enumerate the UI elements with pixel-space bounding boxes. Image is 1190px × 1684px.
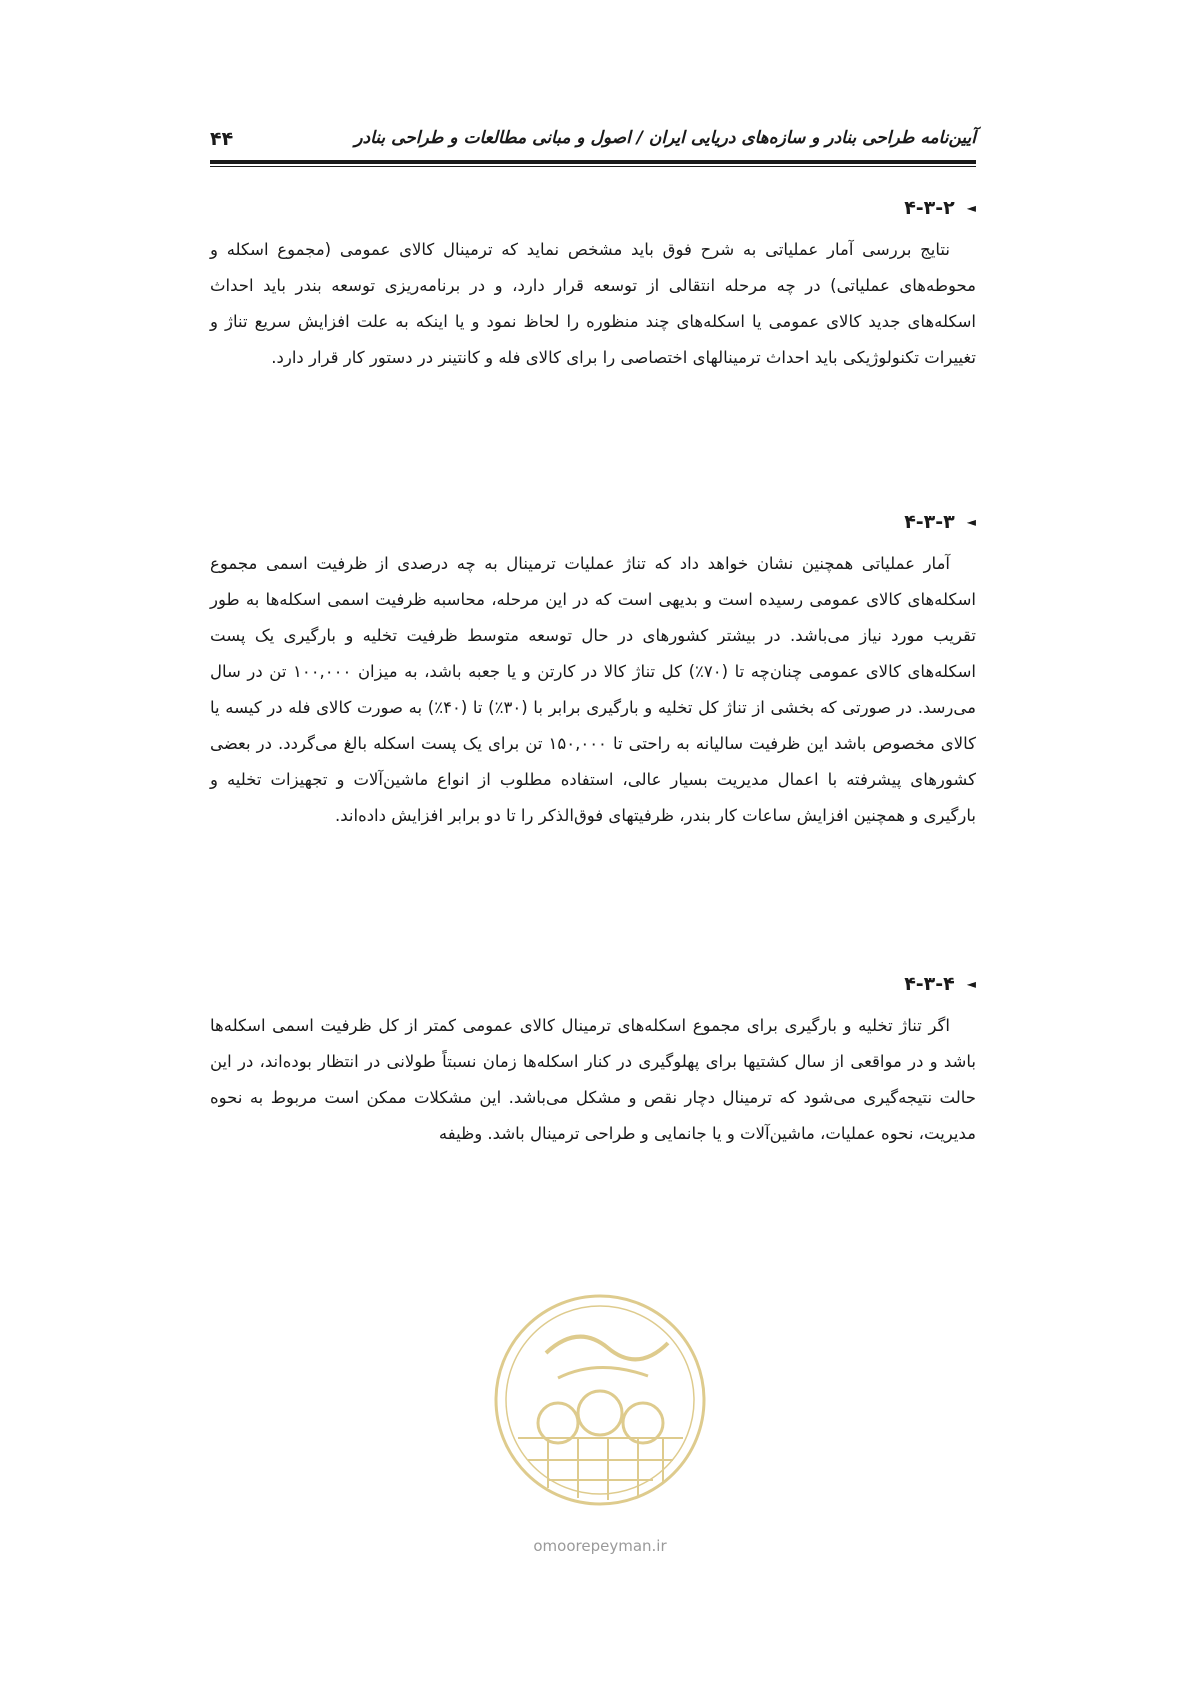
header-rule-thick <box>210 160 976 164</box>
section-heading <box>210 964 976 1004</box>
section-number: ۴-۳-۳ <box>904 511 955 533</box>
header-rule-thin <box>210 166 976 167</box>
page-number: ۴۴ <box>210 128 234 150</box>
section-heading <box>210 502 976 542</box>
running-header <box>210 128 976 154</box>
section-paragraph: نتایج بررسی آمار عملیاتی به شرح فوق باید مشخص نماید که ترمینال کالای عمومی (مجموع اسکله و محوطه‌های عملیاتی) در چه مرحله انتقالی از توسعه قرار دارد، و در برنامه‌ریزی توسعه بندر باید احداث اسکله‌های جدید کالای عمومی یا اسکله‌های چند منظوره را لحاظ نمود و یا اینکه به علت افزایش سریع تناژ و تغییرات تکنولوژیکی باید احداث ترمینالهای اختصاصی را برای کالای فله و کانتینر در دستور کار قرار دارد. <box>210 240 976 367</box>
watermark-logo <box>488 1288 713 1518</box>
section-4-3-3 <box>210 502 976 834</box>
section-number: ۴-۳-۲ <box>904 197 955 219</box>
section-number: ۴-۳-۴ <box>904 973 955 995</box>
triangle-bullet-icon: ◄ <box>966 515 976 529</box>
header-title: آیین‌نامه طراحی بنادر و سازه‌های دریایی ایران / اصول و مبانی مطالعات و طراحی بنادر <box>354 128 976 148</box>
section-4-3-4 <box>210 964 976 1152</box>
section-paragraph: آمار عملیاتی همچنین نشان خواهد داد که تناژ عملیات ترمینال به چه درصدی از ظرفیت اسمی مجموع اسکله‌های کالای عمومی رسیده است و بدیهی است که در این مرحله، محاسبه ظرفیت اسمی اسکله‌ها به طور تقریب مورد نیاز می‌باشد. در بیشتر کشورهای در حال توسعه متوسط ظرفیت تخلیه و بارگیری یک پست اسکله‌های کالای عمومی چنان‌چه تا (۷۰٪) کل تناژ کالا در کارتن و یا جعبه باشد، به میزان ۱۰۰,۰۰۰ تن در سال می‌رسد. در صورتی که بخشی از تناژ کل تخلیه و بارگیری برابر با (۳۰٪) تا (۴۰٪) به صورت کالای فله در کیسه یا کالای مخصوص باشد این ظرفیت سالیانه به راحتی تا ۱۵۰,۰۰۰ تن برای یک پست اسکله بالغ می‌گردد. در بعضی کشورهای پیشرفته با اعمال مدیریت بسیار عالی، استفاده مطلوب از انواع ماشین‌آلات و تجهیزات تخلیه و بارگیری و همچنین افزایش ساعات کار بندر، ظرفیتهای فوق‌الذکر را تا دو برابر افزایش داده‌اند. <box>210 554 976 825</box>
section-4-3-2 <box>210 188 976 376</box>
triangle-bullet-icon: ◄ <box>966 977 976 991</box>
triangle-bullet-icon: ◄ <box>966 201 976 215</box>
section-heading <box>210 188 976 228</box>
section-paragraph: اگر تناژ تخلیه و بارگیری برای مجموع اسکله‌های ترمینال کالای عمومی کمتر از کل ظرفیت اسمی اسکله‌ها باشد و در مواقعی از سال کشتیها برای پهلوگیری در کنار اسکله‌ها زمان نسبتاً طولانی در انتظار بوده‌اند، در این حالت نتیجه‌گیری می‌شود که ترمینال دچار نقص و مشکل می‌باشد. این مشکلات ممکن است مربوط به نحوه مدیریت، نحوه عملیات، ماشین‌آلات و یا جانمایی و طراحی ترمینال باشد. وظیفه <box>210 1016 976 1143</box>
watermark-caption: omoorepeyman.ir <box>533 1537 667 1555</box>
